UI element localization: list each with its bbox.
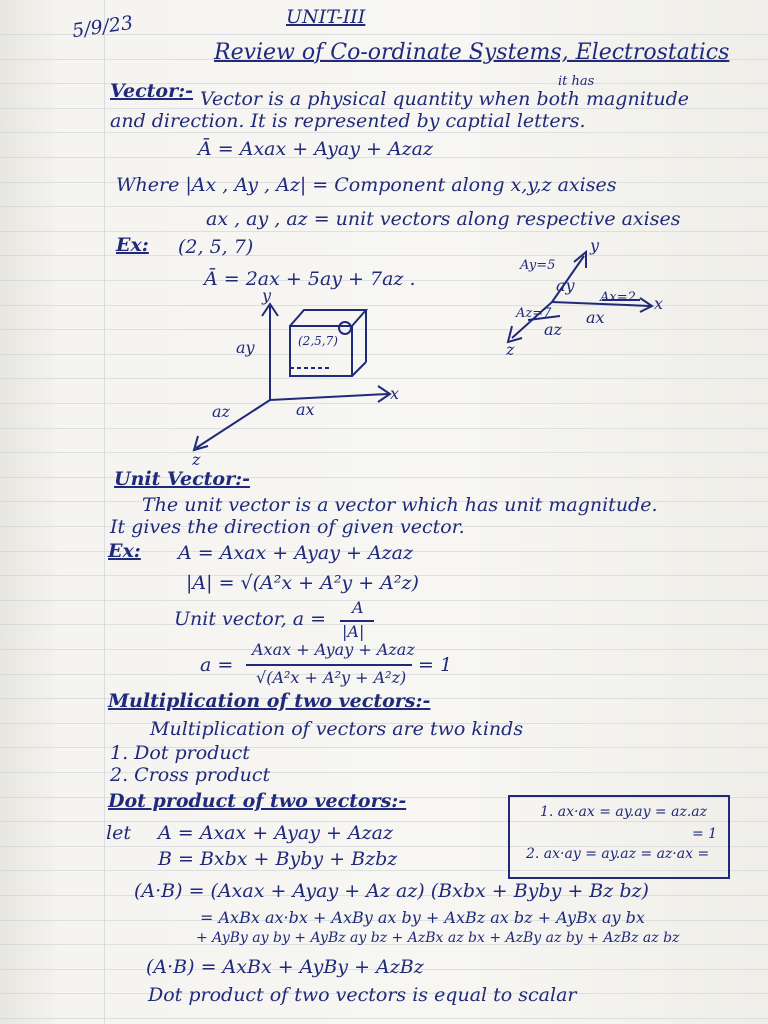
vector-A: A = Axax + Ayay + Azaz [158,822,394,844]
date: 5/9/23 [70,11,135,43]
right-label-Ax: Ax=2 [600,290,636,305]
right-label-ax: ax [586,308,605,327]
unit-title: UNIT-III [286,6,366,28]
inserted-text: it has [558,74,595,89]
right-axis-z: z [506,340,515,359]
left-axis-y: y [262,286,272,305]
unit-eq-4-den: √(A²x + A²y + A²z) [256,668,407,687]
multiplication-item-1: 1. Dot product [110,742,250,764]
page-title: Review of Co-ordinate Systems, Electrostatics [214,40,730,65]
fraction-bar-2 [246,664,412,666]
right-label-Ay: Ay=5 [520,258,556,273]
left-axis-x: x [390,384,400,403]
vector-heading: Vector:- [110,80,194,102]
unit-eq-4-left: a = [200,654,234,676]
example-equation: Ā = 2ax + 5ay + 7az . [204,268,416,290]
example-label: Ex: [116,234,149,256]
left-axis-z: z [192,450,201,469]
dot-product-heading: Dot product of two vectors:- [108,790,407,812]
box-line-1b: = 1 [692,826,718,842]
box-line-2: 2. ax·ay = ay.az = az·ax = [526,846,710,862]
dot-product-conclusion: Dot product of two vectors is equal to scalar [148,984,577,1006]
unit-vector-line-1: The unit vector is a vector which has unit magnitude. [142,494,658,516]
let-label: let [106,822,131,844]
left-point-label: (2,5,7) [298,334,338,348]
example-point: (2, 5, 7) [178,236,254,258]
unit-eq-3-num: A [352,598,364,617]
unit-eq-4-num: Axax + Ayay + Azaz [252,640,415,659]
left-label-ay: ay [236,338,255,357]
unit-eq-3-den: |A| [342,622,365,641]
box-line-1: 1. ax·ax = ay.ay = az.az [540,804,708,820]
vector-line-2: and direction. It is represented by captial letters. [110,110,586,132]
multiplication-line: Multiplication of vectors are two kinds [150,718,524,740]
unit-vector-heading: Unit Vector:- [114,468,251,490]
right-label-ay: ay [556,276,575,295]
ab-line-3: + AyBy ay by + AyBz ay bz + AzBx az bx + AzBy az by + AzBz az bz [196,930,680,946]
vector-equation: Ā = Axax + Ayay + Azaz [198,138,434,160]
unit-eq-2: |A| = √(A²x + A²y + A²z) [186,572,419,594]
ab-line-1: (A·B) = (Axax + Ayay + Az az) (Bxbx + Byby + Bz bz) [134,880,649,902]
where-line: Where |Ax , Ay , Az| = Component along x,y,z axises [116,174,617,196]
right-axis-y: y [590,236,600,255]
unit-eq-3-left: Unit vector, a = [174,608,327,630]
right-axis-x: x [654,294,664,313]
right-label-Az: Az=7 [516,306,552,321]
multiplication-heading: Multiplication of two vectors:- [108,690,431,712]
ab-line-4: (A·B) = AxBx + AyBy + AzBz [146,956,424,978]
unit-example-label: Ex: [108,540,141,562]
unit-vectors-line: ax , ay , az = unit vectors along respective axises [206,208,681,230]
left-label-az: az [212,402,230,421]
multiplication-item-2: 2. Cross product [110,764,271,786]
left-label-ax: ax [296,400,315,419]
vector-line-1: Vector is a physical quantity when both magnitude [200,88,690,110]
unit-vector-line-2: It gives the direction of given vector. [110,516,465,538]
vector-B: B = Bxbx + Byby + Bzbz [158,848,398,870]
unit-eq-4-right: = 1 [418,654,453,676]
ab-line-2: = AxBx ax·bx + AxBy ax by + AxBz ax bz + AyBx ay bx [200,908,645,927]
unit-eq-1: A = Axax + Ayay + Azaz [178,542,414,564]
right-label-az: az [544,320,562,339]
